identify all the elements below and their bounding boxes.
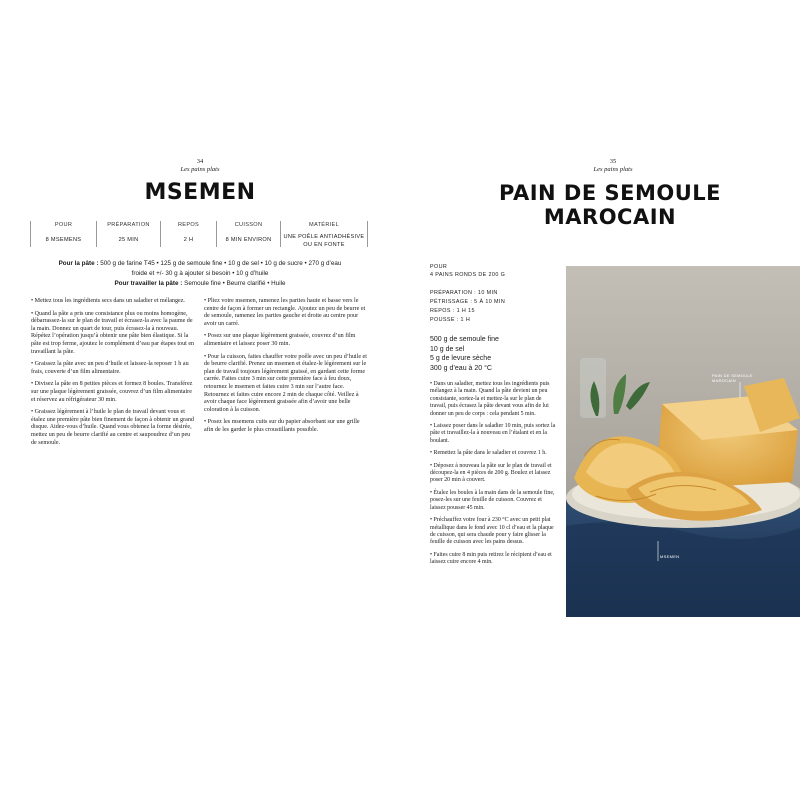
- info-value: 25 MIN: [118, 237, 139, 243]
- step: • Déposez à nouveau la pâte sur le plan de travail et découpez-la en 4 pièces de 200 g. Boulez et laissez poser 20 min à couvert.: [430, 462, 552, 484]
- yield-value: 4 PAINS RONDS DE 200 G: [430, 272, 506, 278]
- photo-label-pain: [712, 373, 792, 383]
- right-times: [430, 289, 560, 325]
- step: • Posez les msemens cuits sur du papier absorbant sur une grille afin de les garder le plus croustillants possible.: [204, 419, 360, 433]
- info-value: UNE POÊLE ANTIADHÉSIVE OU EN FONTE: [283, 234, 365, 248]
- ingredient-item: 300 g d’eau à 20 °C: [430, 364, 492, 372]
- info-cell-preparation: [96, 221, 160, 247]
- right-steps: [430, 381, 558, 572]
- right-folio: [553, 158, 673, 174]
- title-line-1: PAIN DE SEMOULE: [498, 181, 721, 205]
- left-ingredients: [52, 259, 348, 289]
- step: • Graissez légèrement à l’huile le plan de travail devant vous et étalez une première pâte bien finement de façon à obtenir un grand disque. Aidez-vous d’huile. Quand vous obtenez la forme désirée, mettez un peu de beurre clarifié au centre et saupoudrez d’un peu de semoule.: [31, 409, 194, 446]
- left-section-name: Les pains plats: [180, 166, 220, 173]
- step: • Graissez la pâte avec un peu d’huile et laissez-la reposer 1 h au frais, couverte d’un film alimentaire.: [31, 361, 189, 375]
- info-header: POUR: [54, 222, 73, 228]
- ingredients-text: Semoule fine • Beurre clarifié • Huile: [184, 280, 286, 287]
- ingredients-text: 500 g de farine T45 • 125 g de semoule fine • 10 g de sel • 10 g de sucre • 270 g d’eau froide et +/- 30 g à ajouter si besoin • 10 g d’huile: [100, 260, 342, 277]
- photo-label-msemen: [660, 554, 720, 559]
- info-header: REPOS: [177, 222, 200, 228]
- time-petrissage: PÉTRISSAGE : 5 À 10 MIN: [430, 299, 506, 305]
- info-header: MATÉRIEL: [309, 222, 339, 228]
- ingredients-travailler: [52, 279, 348, 289]
- ingredient-item: 10 g de sel: [430, 345, 465, 353]
- info-value: 8 MSEMENS: [45, 237, 82, 243]
- title-line-2: MAROCAIN: [543, 205, 677, 229]
- photo-label-line: MAROCAIN: [712, 378, 736, 383]
- right-ingredients: [430, 335, 560, 373]
- info-value: 8 MIN ENVIRON: [225, 237, 272, 243]
- step: • Quand la pâte a pris une consistance plus ou moins homogène, débarrassez-la sur le plan de travail et écrasez-la avec la paume de la main. Donnez un quart de tour, puis écrasez-la à nouveau. Répétez l’opération jusqu’à obtenir une pâte bien élastique. Si la pâte est trop ferme, ajoutez le complément d’eau par étapes tout en travaillant la pâte.: [31, 310, 195, 355]
- step: • Pour la cuisson, faites chauffer votre poêle avec un peu d’huile et de beurre clarifié. Prenez un msemen et étalez-le légèrement sur le plan de travail toujours légèrement graissé, en gardant cette forme carrée. Faites cuire 3 min sur cette première face à feu doux, retournez le msemen et faites cuire 3 min sur l’autre face. Retournez et faites cuire encore 2 min de chaque côté. Veillez à avoir chaque face légèrement graissée afin d’avoir une belle coloration à la cuisson.: [204, 353, 367, 413]
- left-steps-column-2: [204, 298, 370, 440]
- info-cell-repos: [160, 221, 216, 247]
- info-value: 2 H: [183, 237, 194, 243]
- step: • Étalez les boules à la main dans de la semoule fine, posez-les sur une feuille de cuisson. Couvrez et laissez pousser 45 min.: [430, 489, 555, 511]
- ingredients-label: Pour travailler la pâte :: [114, 280, 183, 287]
- info-header: PRÉPARATION: [107, 222, 150, 228]
- step: • Divisez la pâte en 8 petites pièces et formez 8 boules. Transférez sur une plaque légèrement graissée, couvrez d’un film alimentaire et réservez au réfrigérateur 30 min.: [31, 381, 193, 403]
- time-repos: REPOS : 1 H 15: [430, 308, 475, 314]
- photo-label-line: PAIN DE SEMOULE: [712, 373, 753, 378]
- time-pousse: POUSSE : 1 H: [430, 317, 471, 323]
- ingredients-pate: [52, 259, 348, 279]
- step: • Laissez poser dans le saladier 10 min, puis sortez la pâte et travaillez-la à nouveau en l’étalant et en la boulant.: [430, 423, 556, 444]
- ingredient-item: 5 g de levure sèche: [430, 355, 492, 362]
- step: • Dans un saladier, mettez tous les ingrédients puis mélangez à la main. Quand la pâte devient un peu consistante, sortez-la et mettez-la sur le plan de travail, puis écrasez la pâte devant vous afin de lui donner un peu de corps : cela pendant 5 min.: [430, 381, 550, 417]
- left-recipe-title: MSEMEN: [144, 180, 256, 205]
- info-cell-pour: [30, 221, 96, 247]
- yield-label: POUR: [430, 264, 448, 270]
- left-page-number: 34: [196, 158, 204, 165]
- ingredient-item: 500 g de semoule fine: [430, 336, 499, 343]
- left-folio: [140, 158, 260, 174]
- ingredients-label: Pour la pâte :: [58, 260, 99, 267]
- left-info-grid: [30, 221, 370, 247]
- step: • Pliez votre msemen, ramenez les parties haute et basse vers le centre de façon à former un rectangle. Ajoutez un peu de beurre et de semoule, ramenez les parties gauche et droite au centre pour avoir un carré.: [204, 298, 366, 327]
- photo-label-line: MSEMEN: [660, 554, 680, 559]
- step: • Remettez la pâte dans le saladier et couvrez 1 h.: [430, 450, 547, 457]
- step: • Mettez tous les ingrédients secs dans un saladier et mélangez.: [31, 298, 185, 304]
- info-cell-cuisson: [216, 221, 280, 247]
- bread-photo-illustration: [566, 266, 800, 617]
- step: • Posez sur une plaque légèrement graissée, couvrez d’un film alimentaire et laissez poser 30 min.: [204, 333, 356, 347]
- right-recipe-title: [470, 181, 750, 229]
- right-section-name: Les pains plats: [593, 166, 633, 173]
- right-yield: [430, 263, 560, 279]
- time-preparation: PRÉPARATION : 10 MIN: [430, 290, 498, 296]
- step: • Faites cuire 8 min puis retirez le récipient d’eau et laissez cuire encore 4 min.: [430, 551, 552, 566]
- left-steps-column-1: [31, 298, 196, 452]
- right-page-number: 35: [609, 158, 617, 165]
- step: • Préchauffez votre four à 230 °C avec un petit plat métallique dans le fond avec 10 cl d’eau et la plaque de cuisson, qui sera chaude pour y faire glisser la feuille de cuisson avec les pains dessus.: [430, 517, 554, 546]
- info-header: CUISSON: [234, 222, 263, 228]
- bread-photo: [566, 266, 800, 617]
- info-cell-materiel: [280, 221, 368, 247]
